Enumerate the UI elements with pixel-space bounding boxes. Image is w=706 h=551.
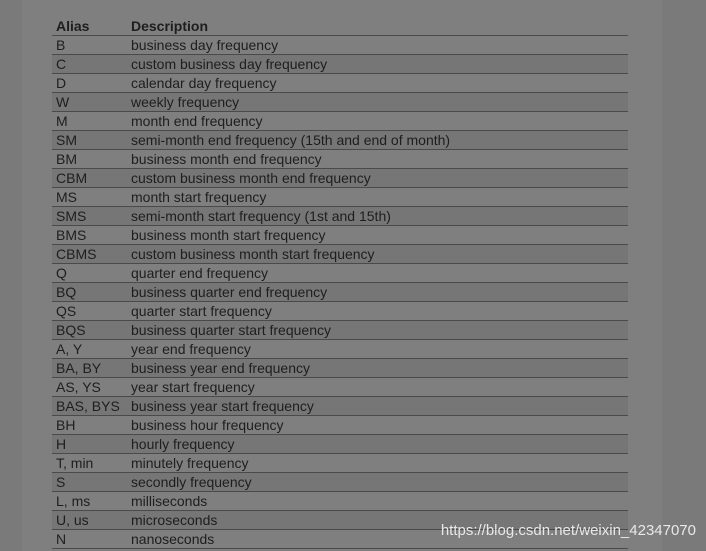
description-cell: minutely frequency <box>127 454 628 473</box>
description-cell: year start frequency <box>127 378 628 397</box>
table-row <box>52 435 628 454</box>
description-cell: custom business month end frequency <box>127 169 628 188</box>
description-cell: month start frequency <box>127 188 628 207</box>
description-cell: business month end frequency <box>127 150 628 169</box>
table-row <box>52 302 628 321</box>
table-row <box>52 473 628 492</box>
alias-cell: C <box>52 55 127 74</box>
description-cell: milliseconds <box>127 492 628 511</box>
table-row <box>52 55 628 74</box>
alias-cell: SM <box>52 131 127 150</box>
description-cell: year end frequency <box>127 340 628 359</box>
table-row <box>52 36 628 55</box>
alias-column-header: Alias <box>52 16 127 36</box>
table-row <box>52 169 628 188</box>
description-cell: semi-month end frequency (15th and end of month) <box>127 131 628 150</box>
description-cell: calendar day frequency <box>127 74 628 93</box>
description-cell: quarter start frequency <box>127 302 628 321</box>
offset-aliases-table <box>52 16 628 549</box>
description-cell: quarter end frequency <box>127 264 628 283</box>
description-cell: hourly frequency <box>127 435 628 454</box>
description-cell: semi-month start frequency (1st and 15th) <box>127 207 628 226</box>
alias-cell: QS <box>52 302 127 321</box>
table-body <box>52 36 628 549</box>
alias-cell: Q <box>52 264 127 283</box>
table-row <box>52 397 628 416</box>
alias-cell: BM <box>52 150 127 169</box>
description-cell: business day frequency <box>127 36 628 55</box>
alias-cell: B <box>52 36 127 55</box>
alias-cell: S <box>52 473 127 492</box>
table-row <box>52 416 628 435</box>
alias-cell: L, ms <box>52 492 127 511</box>
alias-cell: CBM <box>52 169 127 188</box>
alias-cell: AS, YS <box>52 378 127 397</box>
table-row <box>52 74 628 93</box>
alias-cell: A, Y <box>52 340 127 359</box>
description-cell: business quarter end frequency <box>127 283 628 302</box>
description-cell: business quarter start frequency <box>127 321 628 340</box>
description-cell: weekly frequency <box>127 93 628 112</box>
alias-cell: U, us <box>52 511 127 530</box>
description-cell: secondly frequency <box>127 473 628 492</box>
alias-cell: D <box>52 74 127 93</box>
alias-cell: MS <box>52 188 127 207</box>
table-row <box>52 188 628 207</box>
description-cell: custom business month start frequency <box>127 245 628 264</box>
table-row <box>52 93 628 112</box>
table-row <box>52 359 628 378</box>
alias-cell: W <box>52 93 127 112</box>
description-cell: business hour frequency <box>127 416 628 435</box>
table-row <box>52 131 628 150</box>
table-row <box>52 264 628 283</box>
alias-cell: BA, BY <box>52 359 127 378</box>
description-cell: business month start frequency <box>127 226 628 245</box>
table-header-row <box>52 16 628 36</box>
description-cell: microseconds <box>127 511 628 530</box>
alias-cell: BQS <box>52 321 127 340</box>
table-row <box>52 340 628 359</box>
description-cell: custom business day frequency <box>127 55 628 74</box>
table-row <box>52 321 628 340</box>
table-row <box>52 226 628 245</box>
table-row <box>52 112 628 131</box>
table-row <box>52 492 628 511</box>
description-column-header: Description <box>127 16 628 36</box>
watermark-text: https://blog.csdn.net/weixin_42347070 <box>440 522 696 539</box>
table-row <box>52 454 628 473</box>
table-row <box>52 245 628 264</box>
description-cell: business year end frequency <box>127 359 628 378</box>
table-row <box>52 378 628 397</box>
alias-cell: BMS <box>52 226 127 245</box>
page-content <box>22 0 662 551</box>
alias-cell: T, min <box>52 454 127 473</box>
alias-cell: M <box>52 112 127 131</box>
alias-cell: SMS <box>52 207 127 226</box>
table-row <box>52 283 628 302</box>
description-cell: nanoseconds <box>127 530 628 549</box>
description-cell: business year start frequency <box>127 397 628 416</box>
table-row <box>52 150 628 169</box>
alias-cell: H <box>52 435 127 454</box>
table-row <box>52 207 628 226</box>
alias-cell: BQ <box>52 283 127 302</box>
alias-cell: N <box>52 530 127 549</box>
alias-cell: BH <box>52 416 127 435</box>
alias-cell: BAS, BYS <box>52 397 127 416</box>
description-cell: month end frequency <box>127 112 628 131</box>
alias-cell: CBMS <box>52 245 127 264</box>
